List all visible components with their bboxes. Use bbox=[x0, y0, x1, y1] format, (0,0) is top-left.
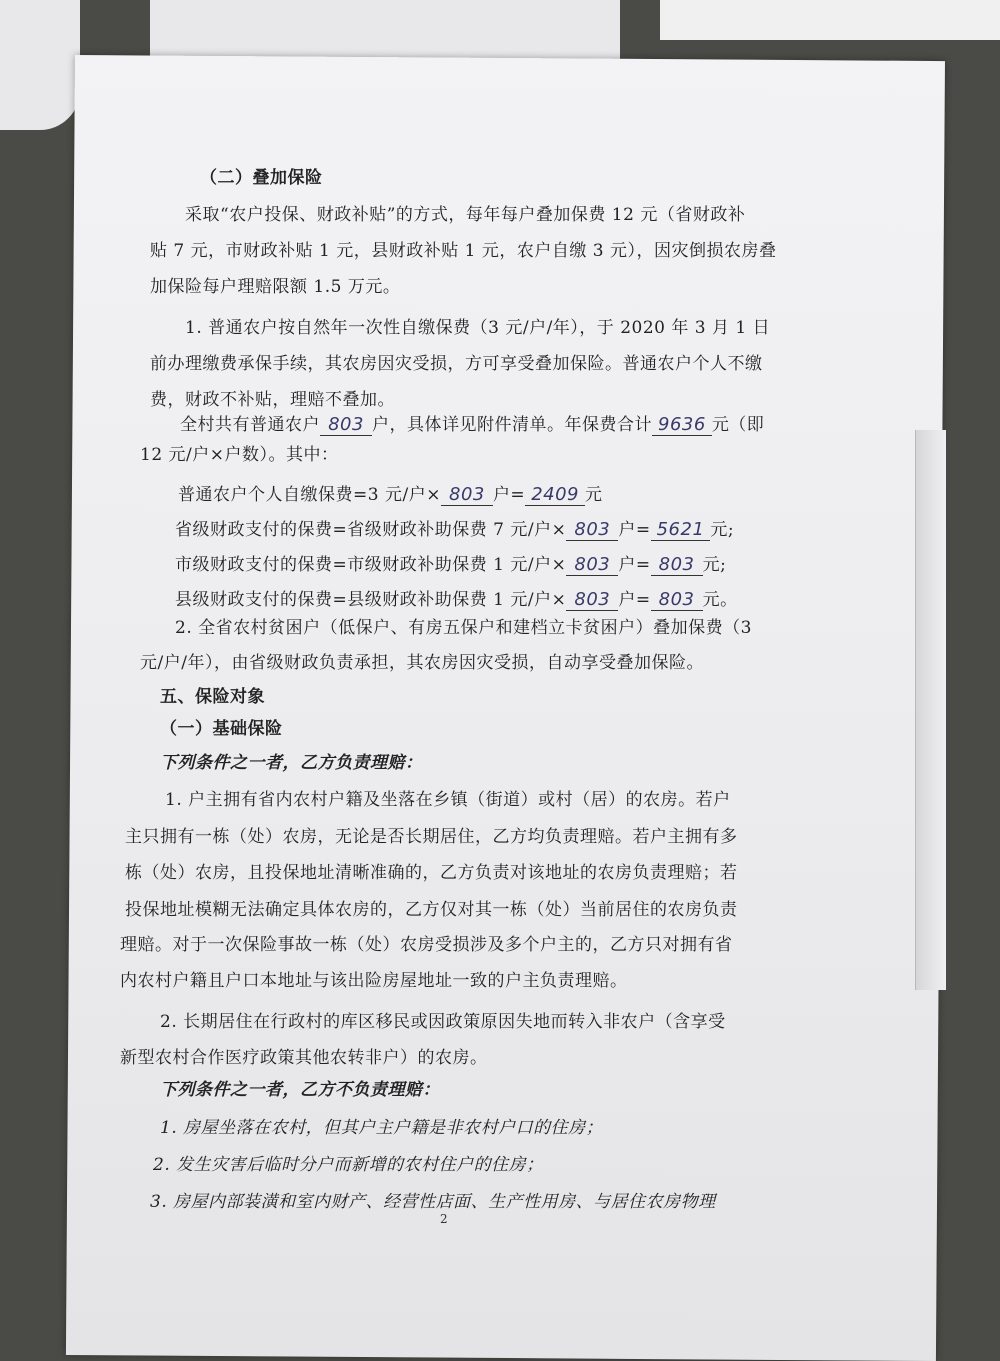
paragraph-line: 贴 7 元，市财政补贴 1 元，县财政补贴 1 元，农户自缴 3 元），因灾倒损农房叠 bbox=[150, 241, 777, 261]
handwritten-amount: 5621 bbox=[651, 519, 711, 541]
text: 元; bbox=[710, 520, 735, 540]
text: 户= bbox=[618, 590, 651, 610]
page-number: 2 bbox=[440, 1212, 448, 1226]
paragraph-line: 2. 全省农村贫困户（低保户、有房五保户和建档立卡贫困户）叠加保费（3 bbox=[175, 618, 752, 638]
background-paper-top bbox=[150, 0, 620, 60]
exclusion-item: 1. 房屋坐落在农村，但其户主户籍是非农村户口的住房； bbox=[160, 1118, 604, 1138]
exclusion-item: 2. 发生灾害后临时分户而新增的农村住户的住房； bbox=[153, 1155, 544, 1175]
text: 元（即 bbox=[711, 415, 765, 435]
handwritten-amount: 2409 bbox=[525, 484, 585, 506]
household-count-line bbox=[180, 410, 764, 436]
handwritten-count: 803 bbox=[566, 589, 618, 611]
paragraph-line: 1. 户主拥有省内农村户籍及坐落在乡镇（街道）或村（居）的农房。若户 bbox=[165, 790, 731, 810]
formula-county bbox=[175, 585, 738, 611]
subsection-heading: （一）基础保险 bbox=[160, 719, 283, 739]
handwritten-amount: 803 bbox=[651, 589, 703, 611]
text: 元; bbox=[702, 555, 727, 575]
paragraph-line: 理赔。对于一次保险事故一栋（处）农房受损涉及多个户主的，乙方只对拥有省 bbox=[120, 935, 733, 955]
conditions-covered-heading: 下列条件之一者，乙方负责理赔： bbox=[160, 753, 423, 773]
paragraph-line: 投保地址模糊无法确定具体农房的，乙方仅对其一栋（处）当前居住的农房负责 bbox=[125, 900, 738, 920]
paragraph-line: 12 元/户×户数）。其中： bbox=[140, 445, 339, 465]
paragraph-line: 元/户/年），由省级财政负责承担，其农房因灾受损，自动享受叠加保险。 bbox=[140, 653, 704, 673]
paragraph-line: 新型农村合作医疗政策其他农转非户）的农房。 bbox=[120, 1048, 488, 1068]
text: 户= bbox=[618, 520, 651, 540]
page-tear bbox=[915, 430, 946, 990]
paragraph-line: 1. 普通农户按自然年一次性自缴保费（3 元/户/年），于 2020 年 3 月 1 日 bbox=[185, 318, 771, 338]
text: 户，具体详见附件清单。年保费合计 bbox=[372, 415, 652, 435]
text: 户= bbox=[618, 555, 651, 575]
text: 市级财政支付的保费=市级财政补助保费 1 元/户× bbox=[175, 555, 567, 575]
paragraph-line: 2. 长期居住在行政村的库区移民或因政策原因失地而转入非农户（含享受 bbox=[160, 1012, 726, 1032]
handwritten-count: 803 bbox=[566, 519, 618, 541]
text: 全村共有普通农户 bbox=[180, 415, 320, 435]
text: 普通农户个人自缴保费=3 元/户× bbox=[178, 485, 441, 505]
text: 县级财政支付的保费=县级财政补助保费 1 元/户× bbox=[175, 590, 567, 610]
paragraph-line: 主只拥有一栋（处）农房，无论是否长期居住，乙方均负责理赔。若户主拥有多 bbox=[125, 827, 738, 847]
paragraph-line: 栋（处）农房，且投保地址清晰准确的，乙方负责对该地址的农房负责理赔；若 bbox=[125, 863, 738, 883]
background-paper-left bbox=[0, 0, 80, 130]
handwritten-households: 803 bbox=[320, 414, 372, 436]
formula-city bbox=[175, 550, 726, 576]
handwritten-total-premium: 9636 bbox=[652, 414, 712, 436]
paragraph-line: 内农村户籍且户口本地址与该出险房屋地址一致的户主负责理赔。 bbox=[120, 971, 628, 991]
exclusion-item: 3. 房屋内部装潢和室内财产、经营性店面、生产性用房、与居住农房物理 bbox=[150, 1192, 716, 1212]
text: 元 bbox=[585, 485, 603, 505]
handwritten-count: 803 bbox=[441, 484, 493, 506]
formula-farmer bbox=[178, 480, 603, 506]
background-paper-right bbox=[660, 0, 1000, 40]
formula-province bbox=[175, 515, 734, 541]
handwritten-amount: 803 bbox=[651, 554, 703, 576]
paragraph-line: 采取“农户投保、财政补贴”的方式，每年每户叠加保费 12 元（省财政补 bbox=[185, 205, 746, 225]
text: 户= bbox=[492, 485, 526, 505]
heading-supplementary-insurance: （二）叠加保险 bbox=[200, 168, 323, 188]
section-heading: 五、保险对象 bbox=[160, 687, 265, 707]
text: 元。 bbox=[702, 590, 738, 610]
conditions-excluded-heading: 下列条件之一者，乙方不负责理赔： bbox=[160, 1080, 440, 1100]
paragraph-line: 费，财政不补贴，理赔不叠加。 bbox=[150, 390, 395, 410]
paragraph-line: 加保险每户理赔限额 1.5 万元。 bbox=[150, 277, 401, 297]
text: 省级财政支付的保费=省级财政补助保费 7 元/户× bbox=[175, 520, 567, 540]
paragraph-line: 前办理缴费承保手续，其农房因灾受损，方可享受叠加保险。普通农户个人不缴 bbox=[150, 354, 763, 374]
handwritten-count: 803 bbox=[566, 554, 618, 576]
